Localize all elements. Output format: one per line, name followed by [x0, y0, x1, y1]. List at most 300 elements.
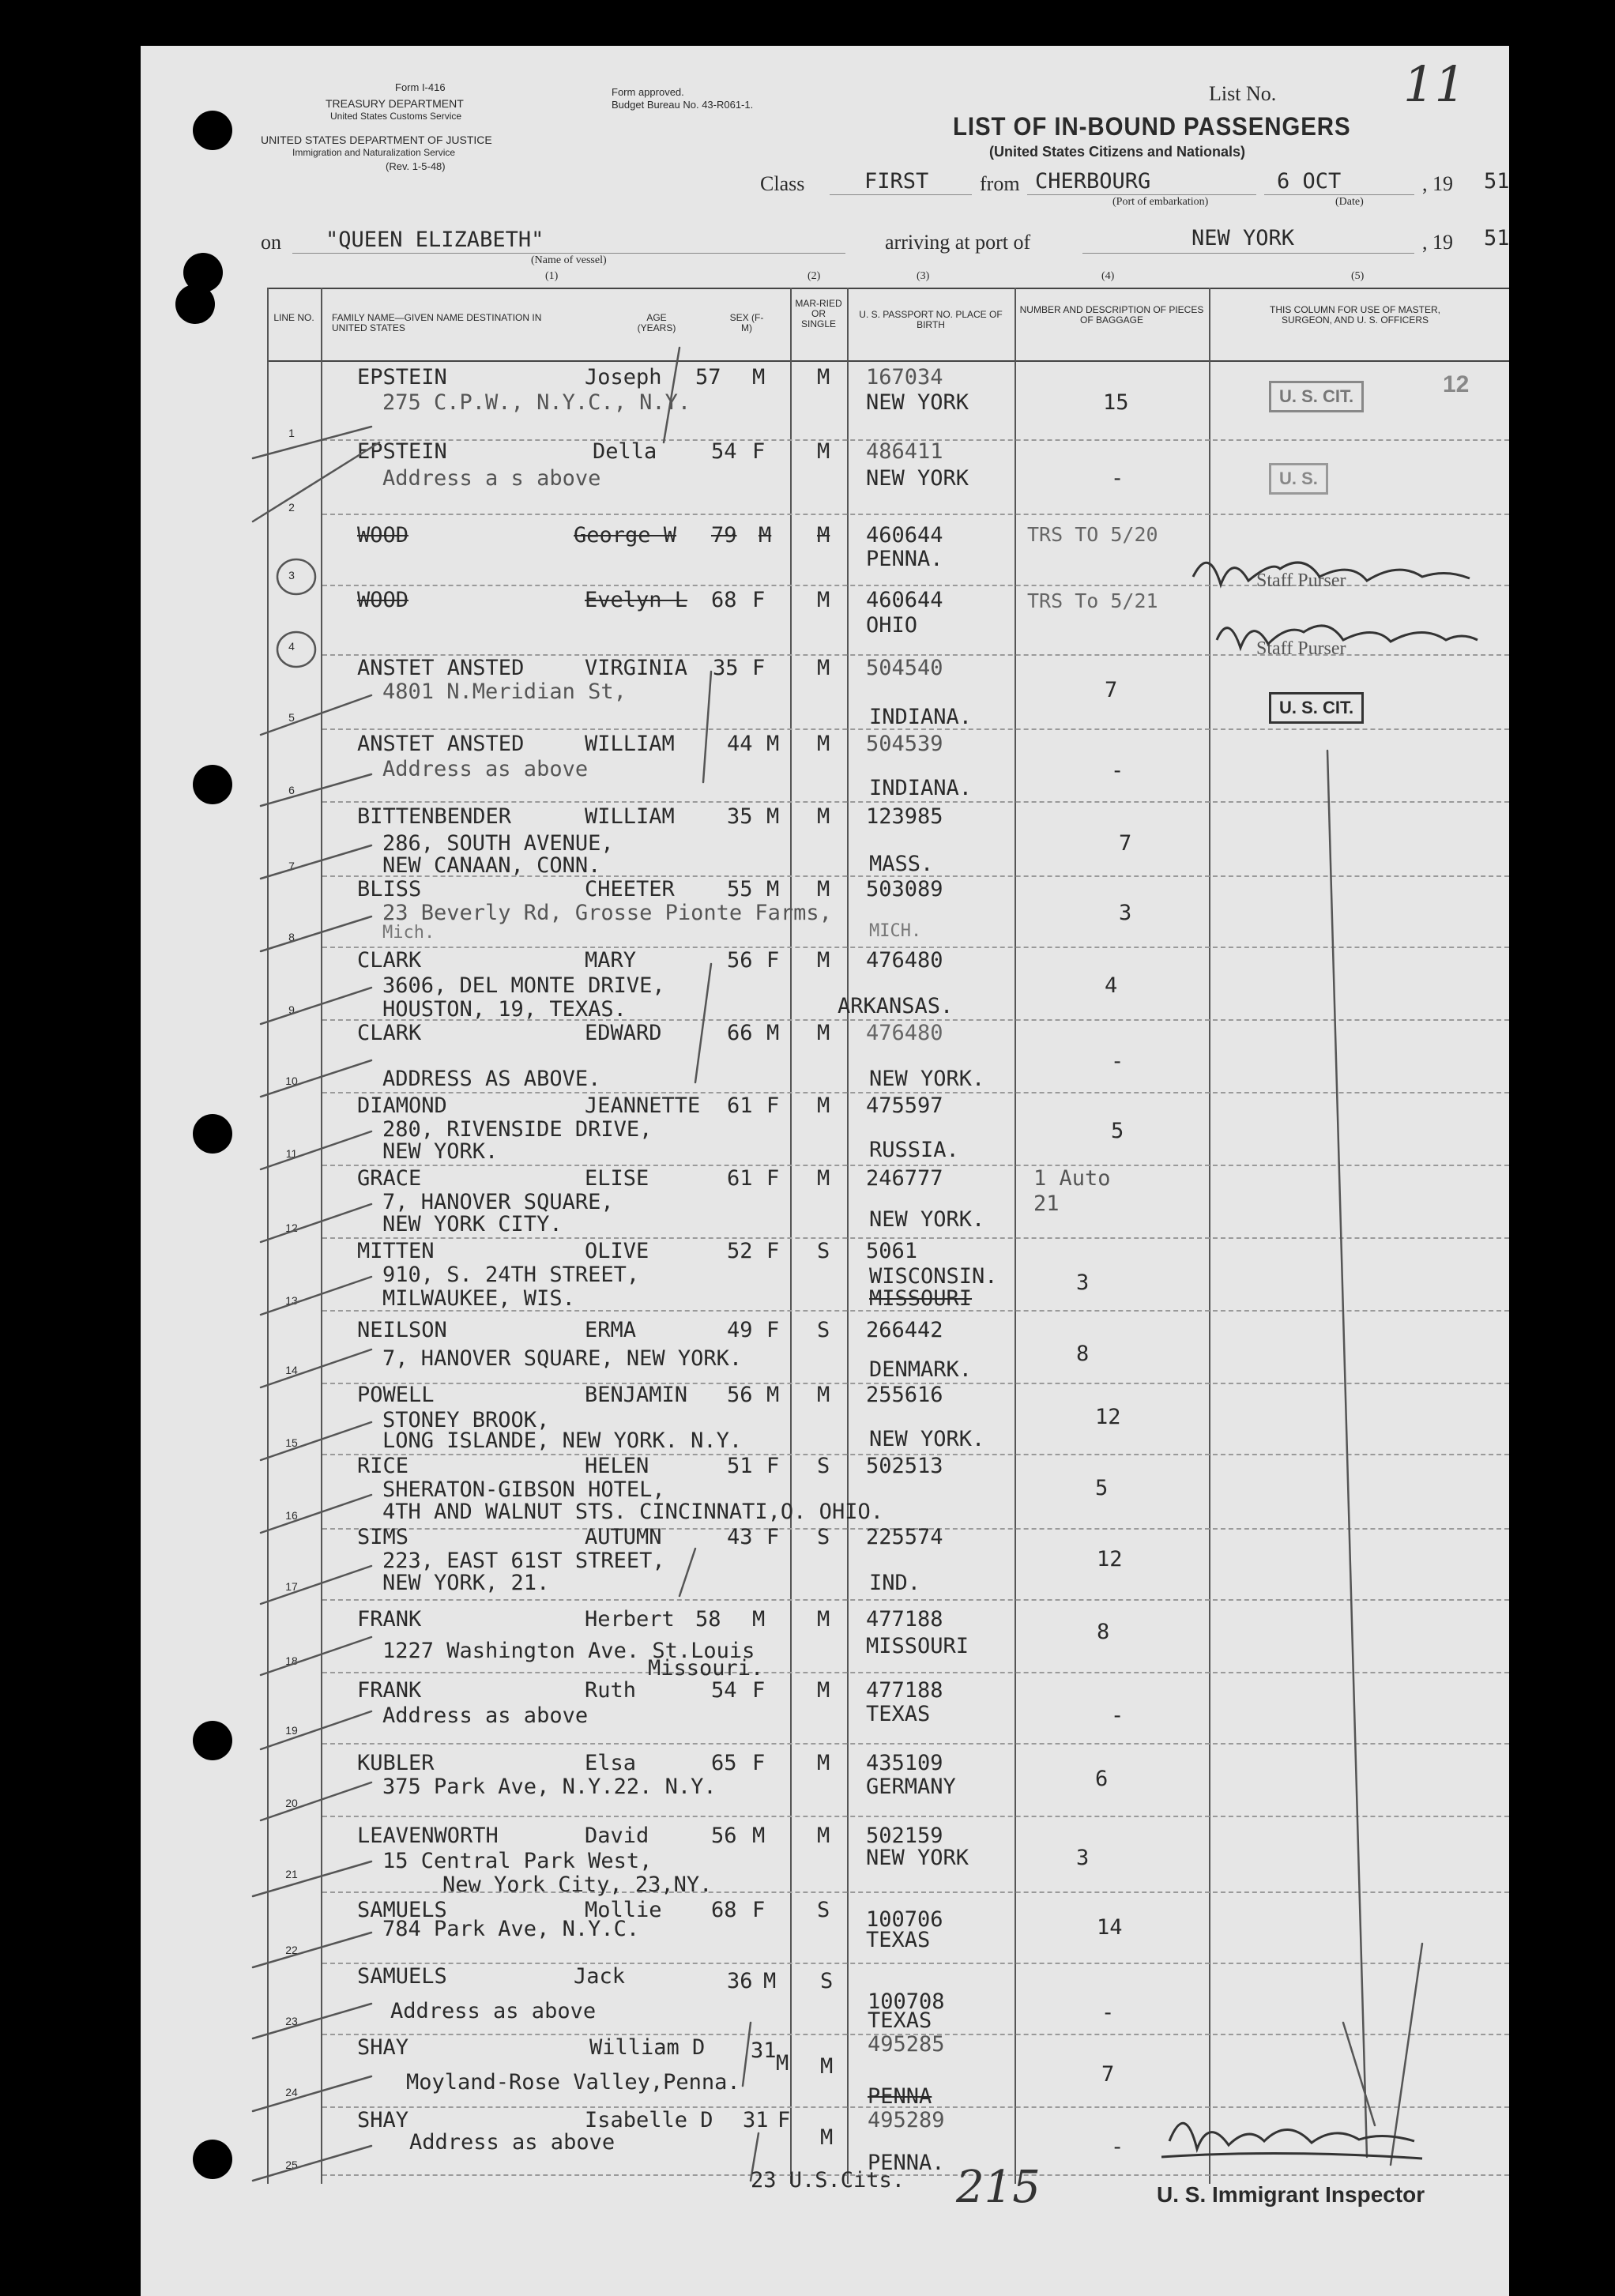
marital-status: M [820, 2125, 834, 2150]
sex: F [752, 656, 766, 680]
marital-status: S [817, 1318, 830, 1342]
address-line-2: NEW YORK, 21. [382, 1571, 550, 1595]
on-label: on [261, 231, 281, 254]
address-line: Address a s above [382, 466, 601, 491]
family-name: FRANK [357, 1678, 422, 1703]
binder-hole [193, 1721, 232, 1760]
given-name: HELEN [585, 1454, 649, 1478]
marital-status: M [817, 732, 830, 756]
age: 61 [727, 1093, 753, 1118]
sex: M [766, 732, 780, 756]
place-of-birth: NEW YORK. [869, 1207, 985, 1232]
baggage: - [1111, 1703, 1124, 1728]
place-of-birth: GERMANY [866, 1775, 956, 1799]
address-line: Moyland-Rose Valley,Penna. [406, 2070, 740, 2095]
age: 54 [711, 439, 737, 464]
place-of-birth: NEW YORK. [869, 1427, 985, 1451]
address-line-2: 4TH AND WALNUT STS. CINCINNATI,O. OHIO. [382, 1500, 883, 1524]
col-header-baggage: NUMBER AND DESCRIPTION OF PIECES OF BAGGAGE [1019, 304, 1204, 326]
port-embarkation-caption: (Port of embarkation) [1112, 196, 1209, 208]
marital-status: M [817, 877, 830, 901]
family-name: BITTENBENDER [357, 804, 512, 829]
family-name: KUBLER [357, 1751, 435, 1775]
baggage: - [1111, 758, 1124, 783]
address-line: SHERATON-GIBSON HOTEL, [382, 1477, 665, 1502]
passport-number: 476480 [866, 1021, 943, 1045]
age: 79 [711, 523, 737, 548]
age: 51 [727, 1454, 753, 1478]
family-name: ANSTET ANSTED [357, 732, 525, 756]
address-line: Address as above [409, 2130, 616, 2155]
marital-status: M [817, 1824, 830, 1848]
passport-number: 502513 [866, 1454, 943, 1478]
department-treasury: TREASURY DEPARTMENT [326, 97, 464, 110]
given-name: Ruth [585, 1678, 637, 1703]
us-citizen-stamp: U. S. CIT. [1269, 692, 1364, 724]
address-line: 7, HANOVER SQUARE, NEW YORK. [382, 1346, 743, 1371]
line-number: 15 [285, 1436, 298, 1449]
line-number: 19 [285, 1724, 298, 1737]
given-name: David [585, 1824, 649, 1848]
date-caption: (Date) [1335, 196, 1364, 208]
baggage: TRS To 5/21 [1027, 589, 1158, 612]
given-name: George W [574, 523, 677, 548]
line-number: 9 [288, 1003, 295, 1016]
sex: F [752, 588, 766, 612]
baggage: - [1111, 466, 1124, 491]
age: 61 [727, 1166, 753, 1191]
sex: M [752, 365, 766, 390]
place-of-birth: OHIO [866, 613, 918, 638]
address-line-2: NEW YORK CITY. [382, 1212, 563, 1236]
col-number-1: (1) [545, 270, 559, 282]
family-name: RICE [357, 1454, 409, 1478]
age: 35 [713, 656, 739, 680]
col-header-line-no: LINE NO. [273, 312, 314, 323]
family-name: LEAVENWORTH [357, 1824, 499, 1848]
line-number: 11 [285, 1147, 298, 1160]
col-number-5: (5) [1351, 270, 1365, 282]
vessel-name: "QUEEN ELIZABETH" [326, 228, 544, 252]
address-line: Address as above [390, 1999, 597, 2023]
address-line: 4801 N.Meridian St, [382, 679, 627, 704]
sex: F [766, 1454, 780, 1478]
place-of-birth: RUSSIA. [869, 1138, 959, 1162]
col-header-officers: THIS COLUMN FOR USE OF MASTER, SURGEON, AND U. S. OFFICERS [1269, 304, 1440, 326]
list-no-label: List No. [1209, 82, 1277, 105]
marital-status: M [817, 439, 830, 464]
family-name: SAMUELS [357, 1964, 447, 1989]
purser-signature [1185, 537, 1517, 695]
sex: F [766, 1239, 780, 1263]
given-name: MARY [585, 948, 637, 973]
given-name: Evelyn L [585, 588, 688, 612]
line-number: 10 [285, 1075, 298, 1087]
place-of-birth: MISSOURI [866, 1634, 969, 1658]
age: 56 [727, 948, 753, 973]
address-line: 7, HANOVER SQUARE, [382, 1190, 614, 1214]
address-line: Address as above [382, 757, 589, 781]
line-number: 12 [285, 1221, 298, 1234]
table-top-border [267, 288, 1509, 289]
marital-status: M [817, 1021, 830, 1045]
address-line: 3606, DEL MONTE DRIVE, [382, 973, 665, 998]
year-value: 51 [1484, 169, 1510, 194]
year-prefix-2: , 19 [1422, 231, 1453, 254]
departure-date: 6 OCT [1277, 169, 1342, 194]
inspector-signature [1154, 2094, 1438, 2181]
baggage: TRS TO 5/20 [1027, 523, 1158, 546]
address-line-2: LONG ISLANDE, NEW YORK. N.Y. [382, 1428, 743, 1453]
line-number: 16 [285, 1509, 298, 1522]
address-line: 275 C.P.W., N.Y.C., N.Y. [382, 390, 691, 415]
age: 35 [727, 804, 753, 829]
line-number: 8 [288, 931, 295, 943]
place-of-birth: IND. [869, 1571, 921, 1595]
age: 52 [727, 1239, 753, 1263]
marital-status: S [817, 1898, 830, 1922]
passport-number: 504540 [866, 656, 943, 680]
given-name: Isabelle D [585, 2108, 713, 2132]
sex: M [759, 523, 772, 548]
passport-number: 225574 [866, 1525, 943, 1549]
year-prefix: , 19 [1422, 172, 1453, 195]
family-name: POWELL [357, 1383, 435, 1407]
place-of-birth: TEXAS [866, 1928, 931, 1952]
passport-number: 100708 [868, 1989, 945, 2014]
passport-number: 255616 [866, 1383, 943, 1407]
passport-number: 460644 [866, 588, 943, 612]
baggage: 5 [1095, 1476, 1109, 1500]
form-approved: Form approved. [612, 86, 684, 98]
marital-status: M [817, 1166, 830, 1191]
family-name: EPSTEIN [357, 439, 447, 464]
address-line: 910, S. 24TH STREET, [382, 1263, 640, 1287]
baggage: - [1111, 2135, 1124, 2159]
baggage: - [1111, 1049, 1124, 1074]
arrival-port: NEW YORK [1191, 226, 1295, 250]
place-of-birth: MICH. [869, 921, 922, 941]
family-name: WOOD [357, 523, 409, 548]
address-line-2: Missouri. [648, 1656, 764, 1681]
passport-number: 123985 [866, 804, 943, 829]
given-name: Jack [574, 1964, 626, 1989]
given-name: Joseph [585, 365, 662, 390]
us-citizen-stamp-faint: U. S. CIT. [1269, 381, 1364, 412]
passport-number: 495285 [868, 2032, 945, 2057]
age: 54 [711, 1678, 737, 1703]
passport-number: 460644 [866, 523, 943, 548]
vessel-caption: (Name of vessel) [531, 254, 607, 266]
marital-status: M [817, 1607, 830, 1632]
marital-status: S [817, 1525, 830, 1549]
us-citizen-stamp-faint-2: U. S. [1269, 463, 1328, 495]
sex: F [766, 1318, 780, 1342]
department-ins: Immigration and Naturalization Service [292, 147, 456, 158]
baggage: 1 Auto 21 [1033, 1166, 1111, 1216]
given-name: Elsa [585, 1751, 637, 1775]
col-header-sex: SEX (F-M) [729, 312, 764, 333]
given-name: OLIVE [585, 1239, 649, 1263]
place-of-birth: ARKANSAS. [838, 994, 954, 1018]
line-number: 6 [288, 784, 295, 796]
family-name: CLARK [357, 1021, 422, 1045]
passport-number: 502159 [866, 1824, 943, 1848]
binder-hole [193, 111, 232, 150]
baggage: 3 [1119, 901, 1132, 925]
family-name: BLISS [357, 877, 422, 901]
address-line-2: MILWAUKEE, WIS. [382, 1286, 575, 1311]
line-number: 21 [285, 1868, 298, 1880]
family-name: SHAY [357, 2108, 409, 2132]
col-number-3: (3) [917, 270, 930, 282]
address-line: 784 Park Ave, N.Y.C. [382, 1917, 640, 1941]
address-line: 375 Park Ave, N.Y.22. N.Y. [382, 1775, 717, 1799]
age: 44 [727, 732, 753, 756]
baggage: 5 [1111, 1119, 1124, 1143]
passport-number: 477188 [866, 1678, 943, 1703]
baggage: - [1101, 2001, 1115, 2025]
address-line: STONEY BROOK, [382, 1408, 550, 1432]
line-number: 7 [288, 860, 295, 872]
family-name: GRACE [357, 1166, 422, 1191]
line-number: 4 [288, 640, 295, 653]
page-subtitle: (United States Citizens and Nationals) [989, 144, 1246, 160]
passport-number: 435109 [866, 1751, 943, 1775]
age: 68 [711, 588, 737, 612]
col-header-age: AGE (YEARS) [637, 312, 676, 333]
sex: M [776, 2051, 789, 2076]
place-of-birth: WISCONSIN. [869, 1264, 998, 1289]
sex: M [766, 1021, 780, 1045]
year-value-2: 51 [1484, 226, 1510, 250]
baggage: 7 [1105, 678, 1118, 702]
place-of-birth: PENNA. [868, 2151, 945, 2175]
line-number: 17 [285, 1580, 298, 1593]
family-name: EPSTEIN [357, 365, 447, 390]
passport-number: 246777 [866, 1166, 943, 1191]
baggage: 3 [1076, 1270, 1090, 1295]
family-name: SHAY [357, 2035, 409, 2060]
sex: M [752, 1607, 766, 1632]
place-of-birth: INDIANA. [869, 705, 973, 729]
address-line: 280, RIVENSIDE DRIVE, [382, 1117, 653, 1142]
footer-handwritten-number: 215 [956, 2162, 1041, 2213]
line-number: 14 [285, 1364, 298, 1376]
given-name: ERMA [585, 1318, 637, 1342]
given-name: William D [589, 2035, 706, 2060]
col-header-passport: U. S. PASSPORT NO. PLACE OF BIRTH [859, 309, 1003, 330]
class-value: FIRST [864, 169, 929, 194]
passport-number: 100706 [866, 1907, 943, 1932]
baggage: 7 [1101, 2062, 1115, 2087]
binder-hole [193, 2140, 232, 2179]
age: 65 [711, 1751, 737, 1775]
place-of-birth: NEW YORK [866, 1846, 969, 1870]
family-name: NEILSON [357, 1318, 447, 1342]
baggage: 12 [1095, 1405, 1121, 1429]
immigrant-inspector-caption: U. S. Immigrant Inspector [1157, 2182, 1425, 2207]
given-name: BENJAMIN [585, 1383, 688, 1407]
passport-number: 504539 [866, 732, 943, 756]
staff-purser-caption-2: Staff Purser [1256, 638, 1346, 659]
port-of-embarkation: CHERBOURG [1035, 169, 1151, 194]
place-of-birth: TEXAS [866, 1702, 931, 1726]
family-name: ANSTET ANSTED [357, 656, 525, 680]
line-number: 22 [285, 1944, 298, 1956]
address-line-2: NEW CANAAN, CONN. [382, 853, 601, 878]
family-name: SIMS [357, 1525, 409, 1549]
baggage: 14 [1097, 1915, 1123, 1940]
given-name: Mollie [585, 1898, 662, 1922]
address-line: 1227 Washington Ave. St.Louis [382, 1639, 755, 1663]
page-mark: 12 [1443, 371, 1470, 397]
age: 36 [727, 1969, 753, 1993]
list-no-value: 11 [1403, 55, 1466, 113]
sex: M [766, 804, 780, 829]
address-line-2: New York City, 23,NY. [442, 1873, 713, 1897]
place-of-birth: PENNA [868, 2084, 932, 2109]
binder-hole [193, 765, 232, 804]
place-of-birth: NEW YORK [866, 466, 969, 491]
class-label: Class [760, 172, 805, 195]
address-line: 23 Beverly Rd, Grosse Pionte Farms, [382, 901, 832, 925]
age: 56 [711, 1824, 737, 1848]
place-of-birth: INDIANA. [869, 776, 973, 800]
given-name: WILLIAM [585, 732, 675, 756]
passport-number: 5061 [866, 1239, 918, 1263]
marital-status: M [820, 2054, 834, 2079]
given-name: JEANNETTE [585, 1093, 701, 1118]
sex: M [766, 1383, 780, 1407]
address-line-2: Mich. [382, 923, 435, 943]
place-of-birth: MASS. [869, 852, 934, 876]
from-label: from [980, 172, 1020, 195]
age: 43 [727, 1525, 753, 1549]
sex: M [763, 1969, 777, 1993]
address-line-2: ADDRESS AS ABOVE. [382, 1067, 601, 1091]
marital-status: M [817, 948, 830, 973]
passport-number: 495289 [868, 2108, 945, 2132]
line-number: 2 [288, 501, 295, 514]
given-name: ELISE [585, 1166, 649, 1191]
sex: F [752, 1751, 766, 1775]
line-number: 1 [288, 427, 295, 439]
place-of-birth: NEW YORK. [869, 1067, 985, 1091]
place-of-birth: DENMARK. [869, 1357, 973, 1382]
passport-number: 486411 [866, 439, 943, 464]
marital-status: M [817, 1678, 830, 1703]
sex: F [777, 2108, 791, 2132]
given-name: EDWARD [585, 1021, 662, 1045]
address-line-2: HOUSTON, 19, TEXAS. [382, 997, 627, 1022]
age: 66 [727, 1021, 753, 1045]
given-name: VIRGINIA [585, 656, 688, 680]
line-number: 5 [288, 711, 295, 724]
age: 58 [695, 1607, 721, 1632]
col-header-name: FAMILY NAME—GIVEN NAME DESTINATION IN UNITED STATES [332, 312, 542, 333]
marital-status: S [817, 1239, 830, 1263]
address-line: 223, EAST 61ST STREET, [382, 1549, 665, 1573]
line-number: 25 [285, 2159, 298, 2171]
overtyped-state: MISSOURI [869, 1286, 973, 1311]
age: 68 [711, 1898, 737, 1922]
sex: F [752, 1678, 766, 1703]
sex: F [766, 1093, 780, 1118]
department-justice: UNITED STATES DEPARTMENT OF JUSTICE [261, 134, 492, 146]
budget-bureau: Budget Bureau No. 43-R061-1. [612, 99, 754, 111]
family-name: FRANK [357, 1607, 422, 1632]
place-of-birth: NEW YORK [866, 390, 969, 415]
sex: F [752, 439, 766, 464]
baggage: 6 [1095, 1767, 1109, 1791]
marital-status: M [817, 523, 830, 548]
table-header-border [267, 360, 1509, 362]
sex: M [752, 1824, 766, 1848]
sex: F [752, 1898, 766, 1922]
sex: F [766, 1166, 780, 1191]
marital-status: S [817, 1454, 830, 1478]
sex: M [766, 877, 780, 901]
family-name: WOOD [357, 588, 409, 612]
address-line: Address as above [382, 1703, 589, 1728]
address-line: 286, SOUTH AVENUE, [382, 831, 614, 856]
marital-status: M [817, 588, 830, 612]
binder-hole [175, 284, 215, 324]
family-name: CLARK [357, 948, 422, 973]
passport-number: 266442 [866, 1318, 943, 1342]
line-number: 24 [285, 2086, 298, 2098]
marital-status: M [817, 656, 830, 680]
given-name: AUTUMN [585, 1525, 662, 1549]
marital-status: M [817, 804, 830, 829]
age: 55 [727, 877, 753, 901]
given-name: WILLIAM [585, 804, 675, 829]
passport-number: 477188 [866, 1607, 943, 1632]
age: 57 [695, 365, 721, 390]
marital-status: S [820, 1969, 834, 1993]
given-name: Herbert [585, 1607, 675, 1632]
passport-number: 476480 [866, 948, 943, 973]
baggage: 8 [1097, 1620, 1110, 1644]
arriving-label: arriving at port of [885, 231, 1031, 254]
place-of-birth: TEXAS [868, 2008, 932, 2033]
sex: F [766, 948, 780, 973]
baggage: 7 [1119, 831, 1132, 856]
family-name: MITTEN [357, 1239, 435, 1263]
baggage: 8 [1076, 1342, 1090, 1366]
age: 49 [727, 1318, 753, 1342]
baggage: 4 [1105, 973, 1118, 998]
passport-number: 167034 [866, 365, 943, 390]
line-number: 18 [285, 1654, 298, 1667]
family-name: DIAMOND [357, 1093, 447, 1118]
department-customs: United States Customs Service [330, 111, 462, 122]
line-number: 3 [288, 569, 295, 582]
line-number: 23 [285, 2015, 298, 2027]
age: 31 [743, 2108, 769, 2132]
baggage: 15 [1103, 390, 1129, 415]
sex: F [766, 1525, 780, 1549]
marital-status: M [817, 365, 830, 390]
form-number: Form I-416 [395, 81, 446, 93]
marital-status: M [817, 1751, 830, 1775]
col-number-4: (4) [1101, 270, 1115, 282]
col-number-2: (2) [808, 270, 821, 282]
passport-number: 503089 [866, 877, 943, 901]
passport-number: 475597 [866, 1093, 943, 1118]
line-number: 20 [285, 1797, 298, 1809]
